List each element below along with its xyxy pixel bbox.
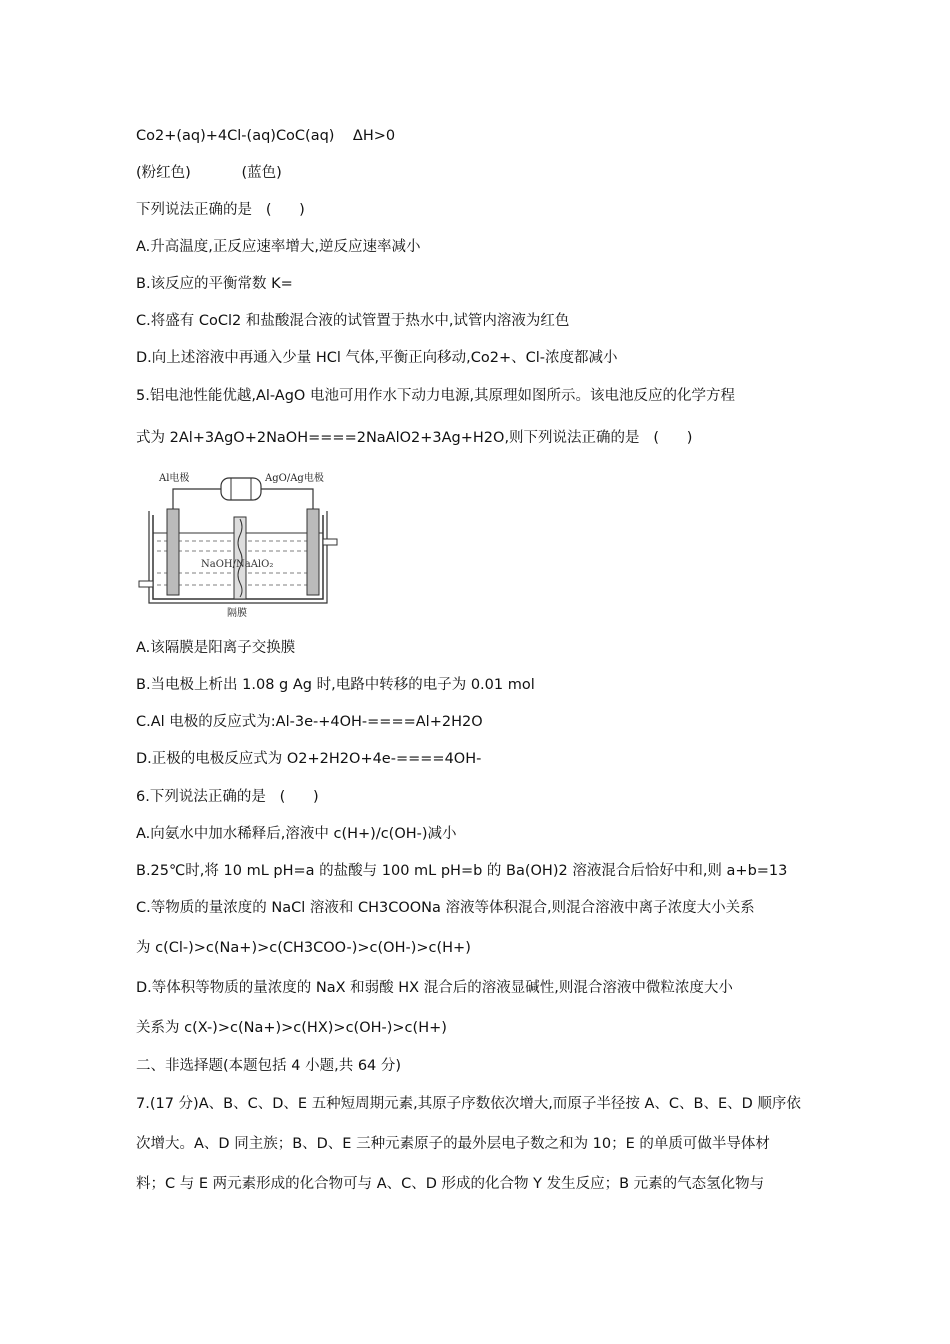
question-5: 5.铝电池性能优越,Al-AgO 电池可用作水下动力电源,其原理如图所示。该电池反应的化学方程 [136,388,736,404]
option-c: C.将盛有 CoCl2 和盐酸混合液的试管置于热水中,试管内溶液为红色 [136,313,570,329]
option-b: B.该反应的平衡常数 K= [136,276,293,292]
al-electrode-label: Al电极 [159,473,190,484]
option-d: D.向上述溶液中再通入少量 HCl 气体,平衡正向移动,Co2+、Cl-浓度都减小 [136,350,618,366]
option-c-cont: 为 c(Cl-)>c(Na+)>c(CH3COO-)>c(OH-)>c(H+) [136,940,471,956]
text-line: (粉红色) (蓝色) [136,165,282,181]
question-7: 7.(17 分)A、B、C、D、E 五种短周期元素,其原子序数依次增大,而原子半径按 A、C、B、E、D 顺序依 [136,1096,801,1112]
ago-electrode [307,509,319,595]
option-b: B.当电极上析出 1.08 g Ag 时,电路中转移的电子为 0.01 mol [136,677,535,693]
section-heading: 二、非选择题(本题包括 4 小题,共 64 分) [136,1058,402,1074]
membrane [234,517,246,599]
text-line: 下列说法正确的是 ( ) [136,202,305,218]
ago-electrode-label: AgO/Ag电极 [265,473,324,484]
load-device [221,478,261,500]
option-a: A.该隔膜是阳离子交换膜 [136,640,296,656]
al-electrode [167,509,179,595]
option-d: D.等体积等物质的量浓度的 NaX 和弱酸 HX 混合后的溶液显碱性,则混合溶液中微粒浓度大小 [136,980,733,996]
option-c: C.等物质的量浓度的 NaCl 溶液和 CH3COONa 溶液等体积混合,则混合溶液中离子浓度大小关系 [136,900,755,916]
option-c: C.Al 电极的反应式为:Al-3e-+4OH-====Al+2H2O [136,714,483,730]
battery-diagram [135,467,340,617]
question-6: 6.下列说法正确的是 ( ) [136,789,319,805]
option-d-cont: 关系为 c(X-)>c(Na+)>c(HX)>c(OH-)>c(H+) [136,1020,447,1036]
option-b: B.25℃时,将 10 mL pH=a 的盐酸与 100 mL pH=b 的 Ba(OH)2 溶液混合后恰好中和,则 a+b=13 [136,863,788,879]
text-line: Co2+(aq)+4Cl-(aq)CoC(aq) ΔH>0 [136,128,396,144]
question-7-cont: 次增大。A、D 同主族；B、D、E 三种元素原子的最外层电子数之和为 10；E 的单质可做半导体材 [136,1136,770,1152]
solution-label: NaOH/NaAlO₂ [201,559,274,570]
membrane-label: 隔膜 [227,608,247,617]
option-a: A.升高温度,正反应速率增大,逆反应速率减小 [136,239,421,255]
question-5-cont: 式为 2Al+3AgO+2NaOH====2NaAlO2+3Ag+H2O,则下列说法正确的是 ( ) [136,430,693,446]
option-d: D.正极的电极反应式为 O2+2H2O+4e-====4OH- [136,751,482,767]
question-7-cont: 料；C 与 E 两元素形成的化合物可与 A、C、D 形成的化合物 Y 发生反应；B 元素的气态氢化物与 [136,1176,765,1192]
option-a: A.向氨水中加水稀释后,溶液中 c(H+)/c(OH-)减小 [136,826,457,842]
